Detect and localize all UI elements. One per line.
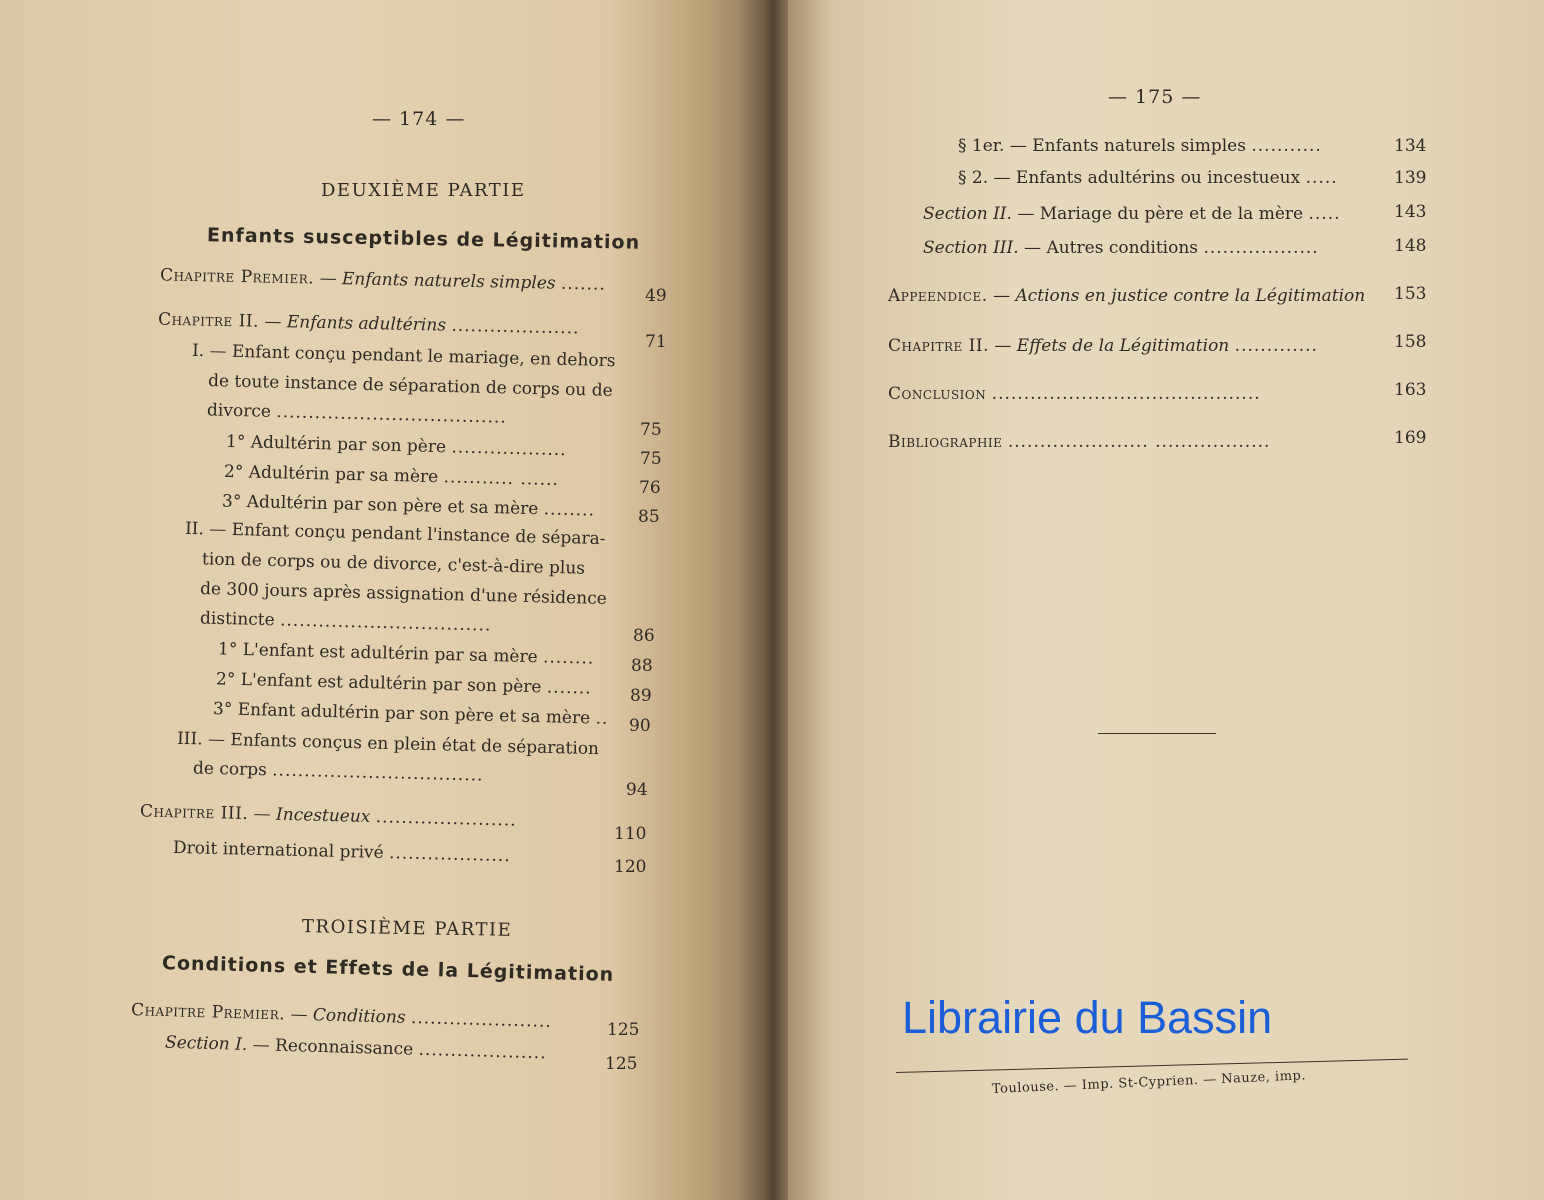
entry-prefix: Bibliographie bbox=[888, 432, 1003, 452]
entry-title: distincte bbox=[199, 608, 275, 631]
part-heading: Conditions et Effets de la Légitimation bbox=[161, 952, 615, 986]
entry-page: 90 bbox=[629, 716, 651, 736]
entry-title: 2° L'enfant est adultérin par son père bbox=[215, 669, 542, 698]
entry-title: Droit international privé bbox=[172, 837, 384, 864]
entry-title: 3° Enfant adultérin par son père et sa mère bbox=[212, 699, 591, 729]
entry-line: de toute instance de séparation de corps ou de bbox=[207, 371, 613, 401]
entry-title: — Autres conditions bbox=[1024, 238, 1199, 258]
toc-entry bbox=[160, 265, 606, 294]
entry-title: — Incestueux bbox=[253, 804, 371, 828]
leader-dots: ........... ...... bbox=[443, 467, 560, 491]
entry-prefix: Section II. bbox=[923, 204, 1012, 224]
entry-page: 163 bbox=[1394, 380, 1427, 400]
entry-title: divorce bbox=[206, 400, 272, 422]
leader-dots: ................... bbox=[388, 843, 511, 867]
leader-dots: .................. bbox=[451, 437, 567, 461]
entry-page: 88 bbox=[631, 656, 653, 676]
entry-page: 86 bbox=[633, 626, 655, 646]
toc-entry bbox=[207, 400, 507, 427]
leader-dots: .................... bbox=[418, 1039, 547, 1064]
entry-line: tion de corps ou de divorce, c'est-à-dire plus bbox=[201, 549, 586, 579]
entry-page: 139 bbox=[1394, 168, 1427, 188]
entry-prefix: § 2. bbox=[958, 168, 989, 188]
toc-entry bbox=[226, 432, 567, 460]
entry-title: — Enfants adultérins bbox=[264, 311, 447, 336]
entry-prefix: § 1er. bbox=[958, 136, 1005, 156]
leader-dots: ........ bbox=[542, 647, 595, 669]
entry-title: 3° Adultérin par son père et sa mère bbox=[221, 491, 539, 520]
part-heading: Enfants susceptibles de Légitimation bbox=[206, 224, 641, 254]
toc-entry bbox=[216, 669, 592, 698]
entry-title: — Enfants naturels simples bbox=[1009, 136, 1246, 156]
toc-entry bbox=[888, 286, 1365, 306]
entry-title: — Enfants naturels simples bbox=[319, 268, 556, 294]
toc-entry bbox=[131, 1000, 552, 1032]
toc-entry bbox=[224, 462, 559, 490]
leader-dots: ........ bbox=[543, 499, 596, 521]
entry-prefix: Conclusion bbox=[888, 384, 987, 404]
toc-entry bbox=[958, 136, 1322, 156]
left-page bbox=[0, 0, 760, 1200]
watermark-text: Librairie du Bassin bbox=[902, 992, 1273, 1043]
leader-dots: .................................... bbox=[276, 402, 508, 428]
entry-prefix: Section III. bbox=[923, 238, 1019, 258]
toc-entry bbox=[888, 384, 1261, 404]
toc-entry bbox=[193, 758, 484, 785]
toc-entry bbox=[888, 432, 1270, 452]
entry-prefix: Chapitre II. bbox=[157, 309, 260, 332]
entry-page: 71 bbox=[645, 332, 667, 352]
entry-prefix: Appeendice. bbox=[888, 286, 988, 306]
leader-dots: ................................. bbox=[272, 760, 484, 786]
entry-line: III. — Enfants conçus en plein état de séparation bbox=[176, 728, 600, 760]
imprint-rule bbox=[896, 1059, 1408, 1073]
entry-page: 148 bbox=[1394, 236, 1427, 256]
part-title: TROISIÈME PARTIE bbox=[301, 916, 513, 941]
entry-title: 1° L'enfant est adultérin par sa mère bbox=[217, 639, 538, 668]
leader-dots: .......................................... bbox=[991, 384, 1261, 404]
entry-page: 125 bbox=[607, 1020, 640, 1040]
toc-entry bbox=[923, 204, 1341, 224]
entry-title: — Conditions bbox=[290, 1004, 406, 1028]
entry-page: 94 bbox=[626, 780, 648, 800]
entry-prefix: Chapitre Premier. bbox=[159, 265, 315, 289]
entry-line: I. — Enfant conçu pendant le mariage, en dehors bbox=[191, 340, 616, 372]
entry-title: 2° Adultérin par sa mère bbox=[223, 461, 439, 488]
entry-title: — Effets de la Légitimation bbox=[994, 336, 1230, 356]
entry-page: 75 bbox=[640, 449, 662, 469]
entry-line: II. — Enfant conçu pendant l'instance de sépara- bbox=[184, 518, 606, 550]
leader-dots: ....... bbox=[560, 273, 607, 295]
entry-page: 158 bbox=[1394, 332, 1427, 352]
entry-page: 125 bbox=[605, 1054, 638, 1074]
entry-title: — Reconnaissance bbox=[252, 1035, 414, 1060]
toc-entry bbox=[173, 838, 511, 866]
entry-page: 76 bbox=[639, 478, 661, 498]
entry-page: 120 bbox=[614, 857, 647, 877]
toc-entry bbox=[165, 1033, 547, 1064]
leader-dots: .................... bbox=[451, 315, 580, 339]
leader-dots: ..... bbox=[1308, 204, 1341, 224]
entry-prefix: Section I. bbox=[164, 1032, 248, 1055]
entry-page: 49 bbox=[645, 286, 667, 306]
entry-title: — Enfants adultérins ou incestueux bbox=[993, 168, 1301, 188]
toc-entry bbox=[158, 310, 580, 339]
leader-dots: .. bbox=[595, 708, 609, 729]
printer-imprint: Toulouse. — Imp. St-Cyprien. — Nauze, imp. bbox=[991, 1068, 1307, 1097]
entry-page: 75 bbox=[640, 420, 662, 440]
leader-dots: ....... bbox=[546, 677, 592, 699]
entry-page: 85 bbox=[638, 507, 660, 527]
leader-dots: .................. bbox=[1203, 238, 1319, 258]
entry-prefix: Chapitre II. bbox=[888, 336, 989, 356]
part-title: DEUXIÈME PARTIE bbox=[321, 180, 526, 201]
leader-dots: ...................... bbox=[375, 807, 517, 831]
leader-dots: ........... bbox=[1251, 136, 1322, 156]
entry-title: 1° Adultérin par son père bbox=[225, 431, 447, 458]
leader-dots: ...................... .................. bbox=[1007, 432, 1271, 452]
entry-title: — Actions en justice contre la Légitimation bbox=[993, 286, 1366, 306]
toc-entry bbox=[888, 336, 1318, 356]
toc-entry bbox=[140, 801, 517, 830]
leader-dots: ............. bbox=[1234, 336, 1318, 356]
leader-dots: ...................... bbox=[410, 1007, 553, 1032]
entry-page: 110 bbox=[614, 824, 647, 844]
leader-dots: ................................. bbox=[279, 610, 492, 636]
end-rule bbox=[1098, 733, 1216, 734]
toc-entry bbox=[222, 491, 595, 520]
page-number: — 174 — bbox=[372, 108, 466, 130]
toc-entry bbox=[958, 168, 1338, 188]
toc-entry bbox=[218, 639, 595, 668]
entry-page: 143 bbox=[1394, 202, 1427, 222]
entry-title: — Mariage du père et de la mère bbox=[1017, 204, 1304, 224]
entry-page: 89 bbox=[630, 686, 652, 706]
leader-dots: ..... bbox=[1305, 168, 1338, 188]
entry-page: 153 bbox=[1394, 284, 1427, 304]
entry-page: 169 bbox=[1394, 428, 1427, 448]
entry-prefix: Chapitre Premier. bbox=[130, 1000, 286, 1025]
entry-page: 134 bbox=[1394, 136, 1427, 156]
toc-entry bbox=[200, 608, 492, 635]
entry-line: de 300 jours après assignation d'une résidence bbox=[199, 579, 608, 609]
toc-entry bbox=[213, 699, 609, 729]
entry-prefix: Chapitre III. bbox=[139, 801, 249, 825]
toc-entry bbox=[923, 238, 1319, 258]
page-number: — 175 — bbox=[1108, 86, 1202, 108]
entry-title: de corps bbox=[192, 758, 268, 781]
